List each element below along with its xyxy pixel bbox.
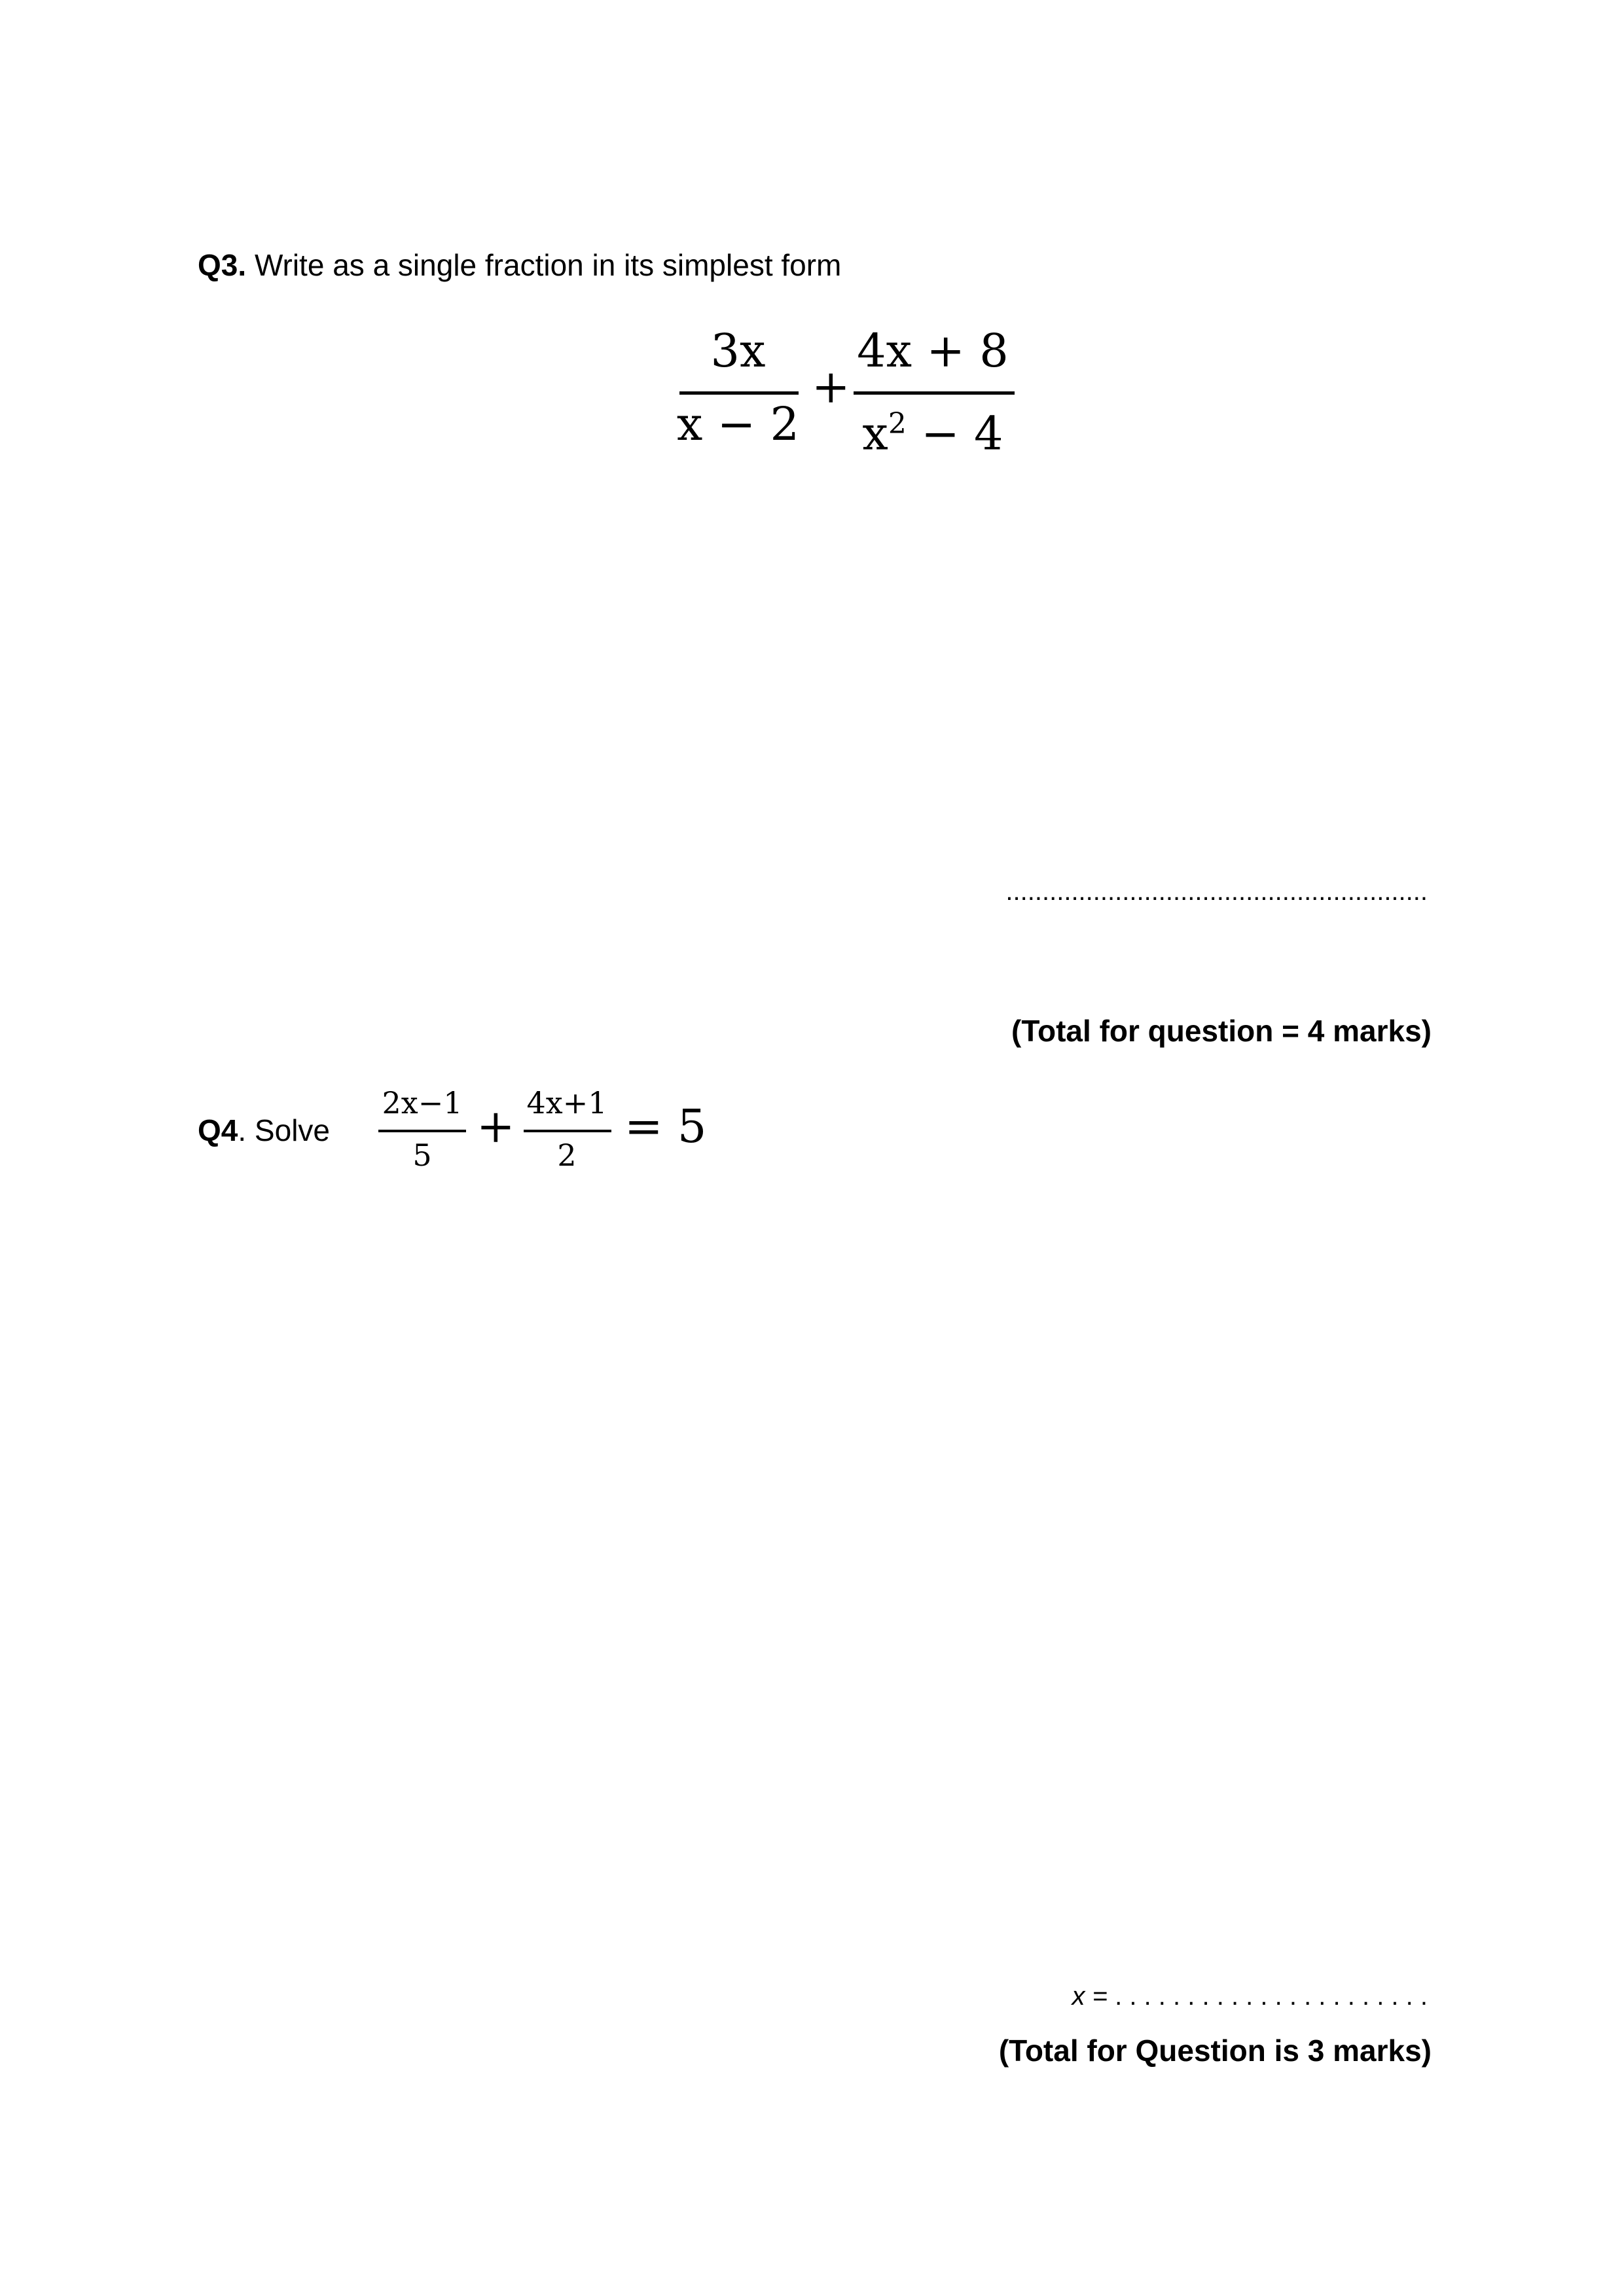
q3-fraction-2-numerator: 4x + 8 [857,324,1009,378]
q4-answer-prefix: x = [1072,1982,1115,2011]
q3-prompt: Write as a single fraction in its simplest form [254,248,842,282]
q4-expression [373,1080,713,1191]
q3-fraction-1 [674,321,802,457]
q3-fraction-1-bar [679,391,799,395]
q4-fraction-2-bar [524,1130,611,1132]
q4-equals-five: = 5 [624,1100,707,1153]
q3-fraction-1-denominator: x − 2 [676,397,800,451]
q3-fraction-1-numerator: 3x [710,324,766,378]
q3-answer-line[interactable]: .......................................................... [1005,877,1428,906]
q4-fraction-2-denominator: 2 [557,1138,577,1173]
q4-prompt: . Solve [238,1113,331,1147]
q4-total-marks: (Total for Question is 3 marks) [998,2034,1432,2068]
q4-label: Q4 [198,1113,238,1147]
q4-fraction-2-numerator: 4x+1 [526,1085,607,1121]
q4-fraction-1-numerator: 2x−1 [382,1085,463,1121]
q4-answer-dots: . . . . . . . . . . . . . . . . . . . . . . [1115,1982,1428,2011]
q4-fraction-1-bar [378,1130,466,1132]
q4-heading [198,1113,330,1148]
q3-heading [198,247,841,283]
q4-fraction-1 [373,1080,471,1178]
q4-fraction-1-denominator: 5 [412,1138,432,1173]
q3-expression [674,321,1015,465]
q3-total-marks: (Total for question = 4 marks) [1011,1014,1432,1048]
q3-fraction-2-denominator: $x^2 - 4$ [862,406,1003,461]
q4-answer-line[interactable] [1072,1982,1428,2011]
q3-plus: + [812,360,850,414]
q3-fraction-2-bar [854,391,1015,395]
q4-plus: + [477,1100,515,1153]
q4-fraction-2 [518,1080,615,1178]
q3-label: Q3. [198,248,247,282]
